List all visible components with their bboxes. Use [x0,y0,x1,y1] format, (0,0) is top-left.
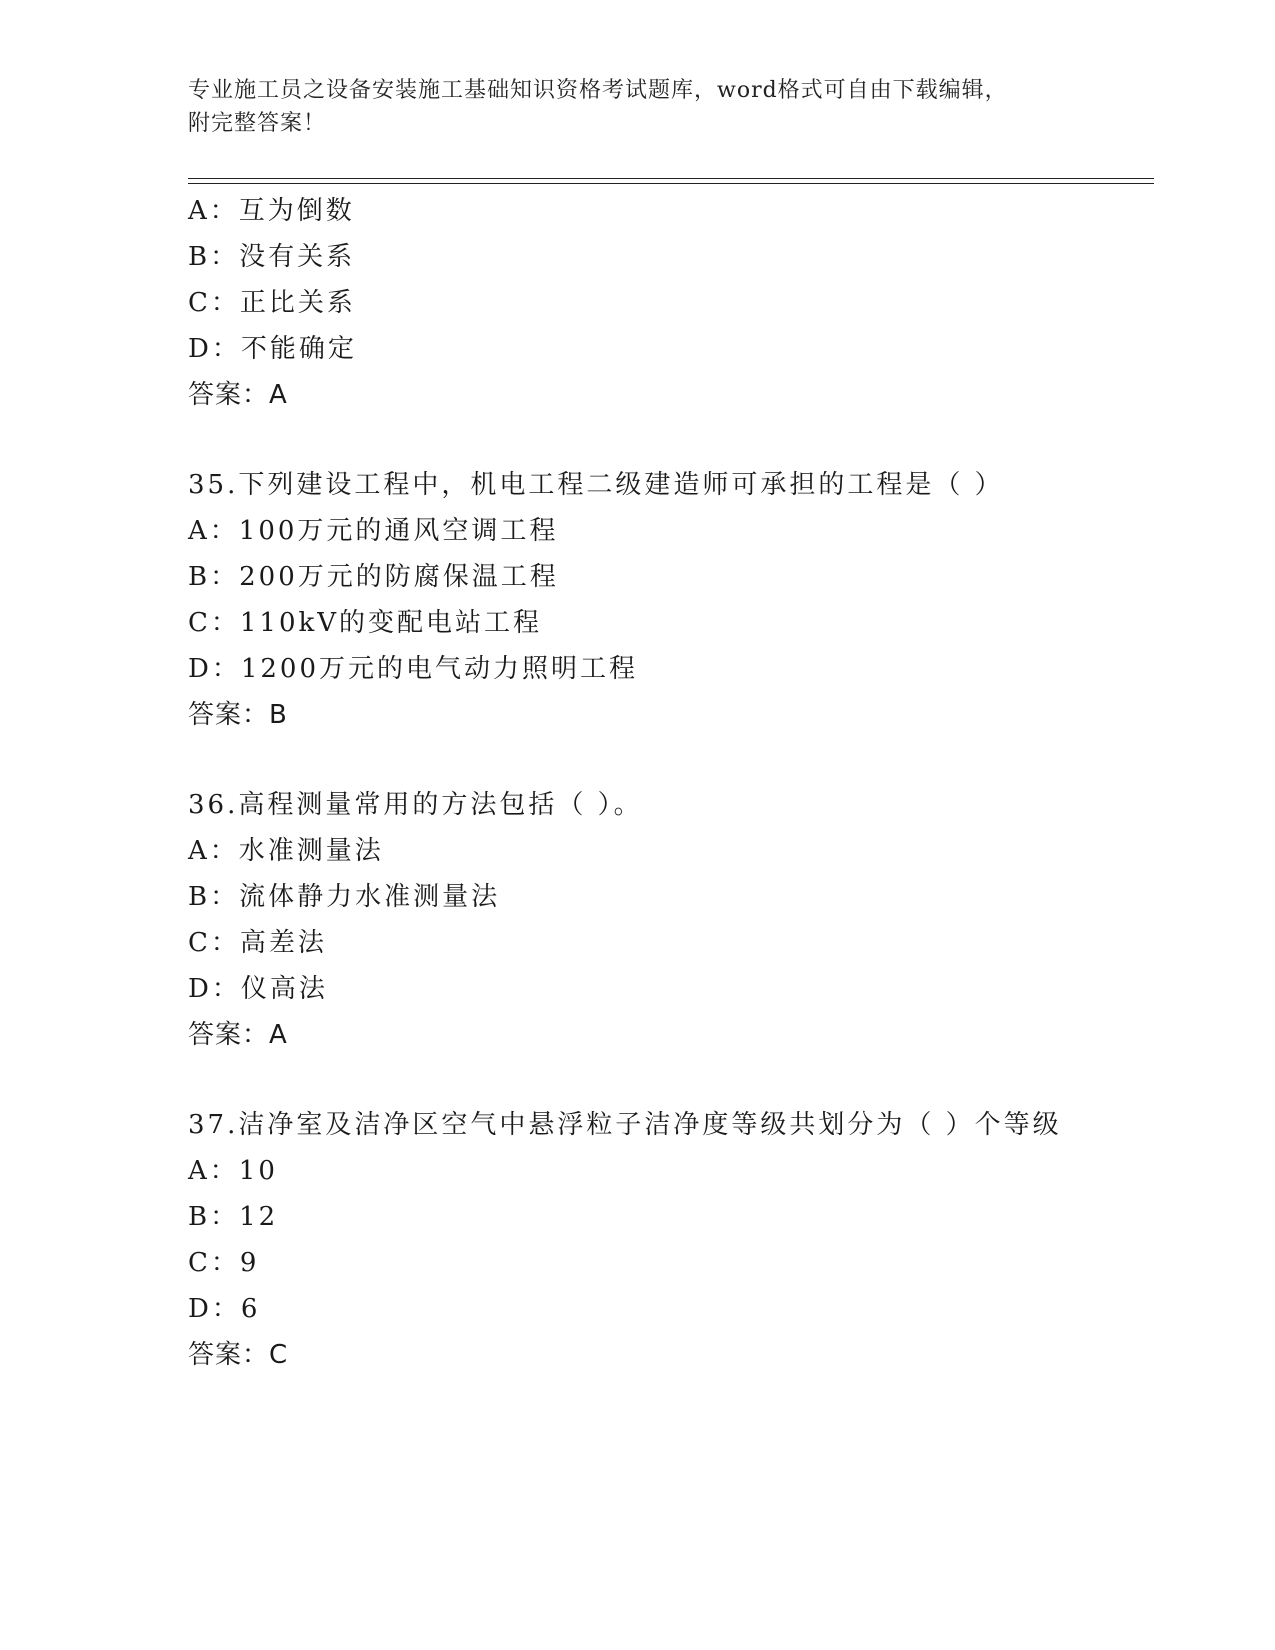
question-title: 37.洁净室及洁净区空气中悬浮粒子洁净度等级共划分为（ ）个等级 [188,1110,1062,1140]
option-a: A：10 [188,1156,278,1186]
option-b: B：流体静力水准测量法 [188,882,501,912]
header-divider-top [188,178,1154,179]
question-block-35 [188,462,1154,738]
answer-line: 答案：B [188,700,288,730]
answer-line: 答案：C [188,1340,289,1370]
header-title-line-1: 专业施工员之设备安装施工基础知识资格考试题库，word格式可自由下载编辑， [188,78,1008,103]
option-c: C：高差法 [188,928,327,958]
option-a: A：互为倒数 [188,196,355,226]
answer-line: 答案：A [188,380,288,410]
option-d: D：仪高法 [188,974,328,1004]
question-title: 36.高程测量常用的方法包括（ ）。 [188,790,643,820]
option-b: B：12 [188,1202,279,1232]
document-header [188,74,1088,140]
question-block-prev [188,188,1154,418]
question-title: 35.下列建设工程中，机电工程二级建造师可承担的工程是（ ） [188,470,1004,500]
header-title-line-2: 附完整答案！ [188,111,327,136]
option-a: A：水准测量法 [188,836,384,866]
question-list [188,188,1154,1378]
header-divider-bottom [188,183,1154,184]
option-c: C：110kV的变配电站工程 [188,608,543,638]
option-a: A：100万元的通风空调工程 [188,516,559,546]
option-d: D：1200万元的电气动力照明工程 [188,654,639,684]
option-b: B：200万元的防腐保温工程 [188,562,559,592]
option-c: C：9 [188,1248,260,1278]
option-c: C：正比关系 [188,288,356,318]
answer-line: 答案：A [188,1020,288,1050]
question-block-37 [188,1102,1154,1378]
option-b: B：没有关系 [188,242,356,272]
option-d: D：6 [188,1294,261,1324]
option-d: D：不能确定 [188,334,357,364]
question-block-36 [188,782,1154,1058]
